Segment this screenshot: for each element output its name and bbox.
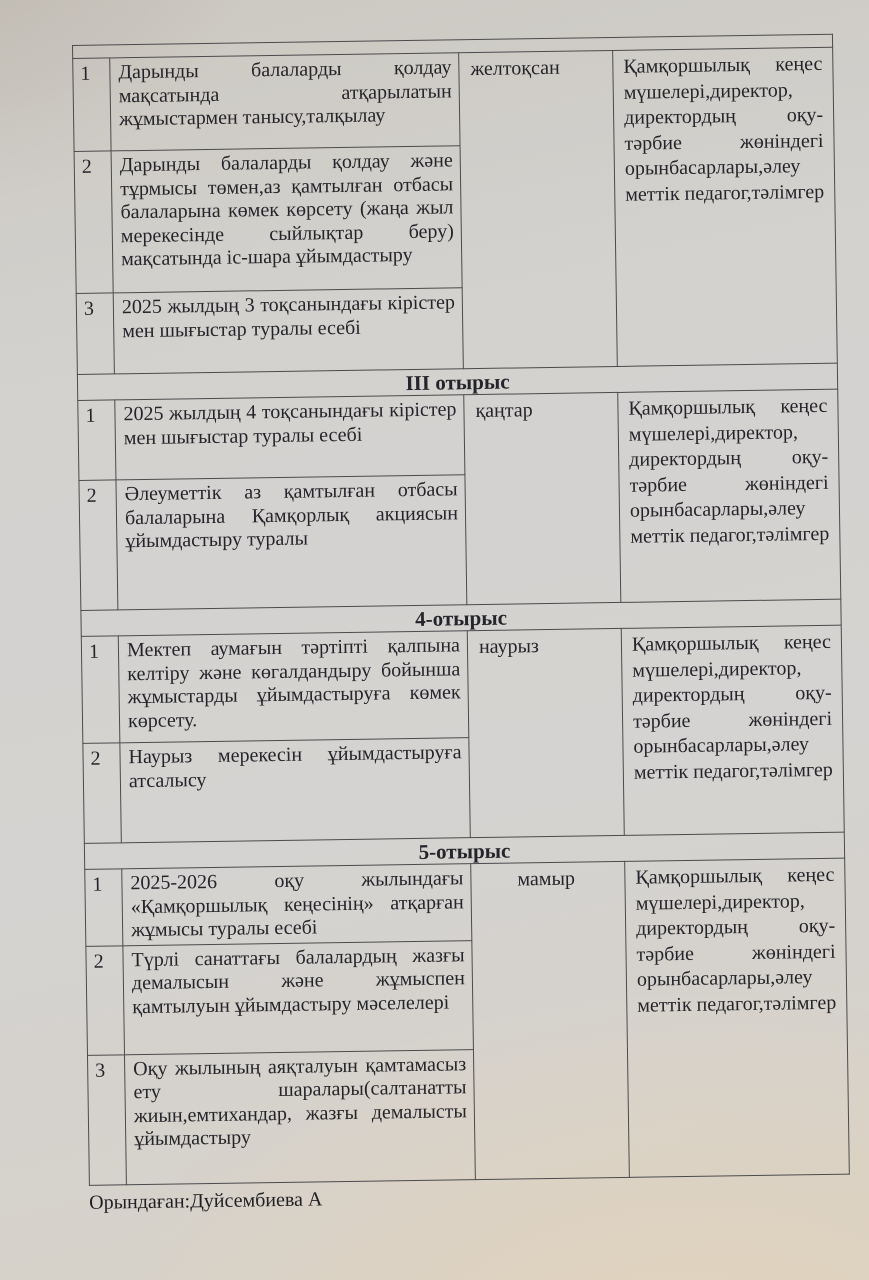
- row-number-cell: 2: [79, 480, 118, 611]
- activity-cell: 2025 жылдың 3 тоқсанындағы кірістер мен шығыстар туралы есебі: [113, 288, 463, 374]
- table-row: [73, 47, 834, 151]
- table-row: [85, 858, 846, 946]
- work-plan-table: [72, 34, 850, 1186]
- responsible-cell: Қамқоршылық кеңес мүшелері,директор, директордың оқу-тәрбие жөніндегі орынбасарлары,әлеу меттік педагог,тәлімгер: [625, 858, 850, 1177]
- row-number-cell: 1: [85, 869, 123, 946]
- month-cell: желтоқсан: [459, 50, 618, 368]
- section-title: 5-отырыс: [84, 832, 844, 869]
- row-number-cell: 1: [73, 58, 111, 152]
- row-number-cell: 2: [86, 945, 125, 1055]
- executor-note: Орындаған:Дуйсембиева А: [89, 1187, 323, 1214]
- activity-cell: Түрлі санаттағы балалардың жазғы демалысын және жұмыспен қамтылуын ұйымдастыру мәселелері: [123, 940, 474, 1054]
- row-number-cell: 2: [74, 151, 113, 294]
- activity-cell: Дарынды балаларды қолдау мақсатында атқарылатын жұмыстармен танысу,талқылау: [110, 53, 460, 151]
- section-title: III отырыс: [77, 363, 837, 400]
- month-cell: мамыр: [471, 861, 630, 1179]
- month-cell: наурыз: [467, 628, 624, 837]
- activity-cell: Мектеп аумағын тәртіпті қалпына келтіру және көгалдандыру бойынша жұмыстарды ұйымдастыруға көмек көрсету.: [118, 631, 469, 743]
- row-number-cell: 1: [81, 636, 120, 744]
- activity-cell: Наурыз мерекесін ұйымдастыруға атсалысу: [120, 738, 470, 843]
- responsible-cell: Қамқоршылық кеңес мүшелері,директор, директордың оқу-тәрбие жөніндегі орынбасарлары,әлеу меттік педагог,тәлімгер: [621, 625, 844, 835]
- document-photo-content: [72, 34, 849, 1215]
- work-plan-table-body: [73, 34, 850, 1185]
- row-number-cell: 3: [87, 1054, 126, 1185]
- row-number-cell: 3: [76, 293, 114, 375]
- section-title: 4-отырыс: [81, 599, 841, 636]
- activity-cell: Оқу жылының аяқталуын қамтамасыз ету шаралары(салтанатты жиын,емтихандар, жазғы демалысты ұйымдастыру: [124, 1049, 475, 1184]
- activity-cell: Әлеуметтік аз қамтылған отбасы балаларына Қамқорлық акциясын ұйымдастыру туралы: [116, 475, 467, 610]
- activity-cell: 2025 жылдың 4 тоқсанындағы кірістер мен шығыстар туралы есебі: [115, 395, 465, 480]
- table-row: [78, 389, 839, 480]
- activity-cell: 2025-2026 оқу жылындағы «Қамқоршылық кеңесінің» атқарған жұмысы туралы есебі: [122, 864, 472, 946]
- activity-cell: Дарынды балаларды қолдау және тұрмысы төмен,аз қамтылған отбасы балаларына көмек көрсету (жаңа жыл мерекесінде сыйлықтар беру) мақсатында іс-шара ұйымдастыру: [111, 146, 462, 293]
- row-number-cell: 1: [78, 400, 116, 481]
- month-cell: қаңтар: [464, 392, 621, 604]
- responsible-cell: Қамқоршылық кеңес мүшелері,директор, директордың оқу-тәрбие жөніндегі орынбасарлары,әлеу меттік педагог,тәлімгер: [613, 47, 838, 366]
- table-row: [81, 625, 843, 743]
- responsible-cell: Қамқоршылық кеңес мүшелері,директор, директордың оқу-тәрбие жөніндегі орынбасарлары,әлеу меттік педагог,тәлімгер: [618, 389, 841, 602]
- row-number-cell: 2: [83, 743, 121, 844]
